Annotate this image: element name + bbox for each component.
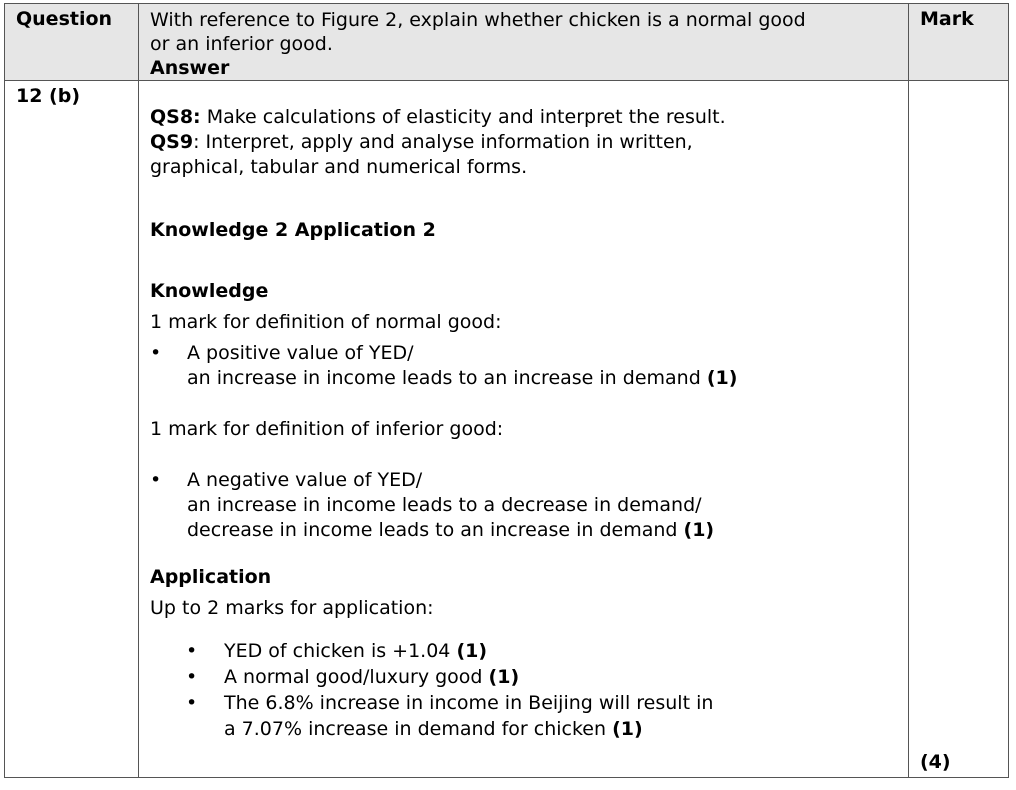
list-item [150,468,908,543]
knowledge-heading: Knowledge [150,280,269,302]
inferior-bullet-line2: an increase in income leads to a decrease in demand/ [187,494,702,516]
bullet: • [186,640,198,662]
qs8-text: Make calculations of elasticity and interpret the result. [200,106,726,128]
mark-cell [909,81,1009,778]
normal-bullet-line2: an increase in income leads to an increase in demand [187,367,707,389]
normal-good-list [150,341,908,391]
app-bullet-3-line2: a 7.07% increase in demand for chicken [224,718,613,740]
question-number: 12 (b) [16,85,81,107]
app-bullet-1-mark: (1) [456,640,488,662]
knowledge-application-heading: Knowledge 2 Application 2 [150,219,436,241]
list-item [150,664,908,690]
total-mark: (4) [920,751,951,773]
mark-header-cell [909,4,1009,81]
list-item [150,341,908,391]
inferior-bullet-mark: (1) [683,519,715,541]
application-intro: Up to 2 marks for application: [150,597,434,619]
app-bullet-2-mark: (1) [488,666,520,688]
inferior-bullet-line1: A negative value of YED/ [187,469,423,491]
question-header-label: Question [16,8,113,30]
inferior-bullet-line3: decrease in income leads to an increase in demand [187,519,684,541]
header-row [5,4,1009,81]
app-bullet-3-line1: The 6.8% increase in income in Beijing will result in [224,692,714,714]
qs9-line1 [150,130,908,155]
answer-cell [139,81,909,778]
question-number-cell [5,81,139,778]
qs9-text-line1: : Interpret, apply and analyse information in written, [193,131,693,153]
qs8-label: QS8: [150,106,201,128]
question-text-line1: With reference to Figure 2, explain whether chicken is a normal good [150,9,806,31]
answer-header-label: Answer [150,57,230,79]
bullet: • [186,692,198,714]
qs8-line [150,105,908,130]
qs9-label: QS9 [150,131,194,153]
answer-row [5,81,1009,778]
normal-good-intro: 1 mark for definition of normal good: [150,311,502,333]
question-text-cell [139,4,909,81]
bullet: • [186,666,198,688]
app-bullet-1-text: YED of chicken is +1.04 [224,640,457,662]
qs9-text-line2: graphical, tabular and numerical forms. [150,156,528,178]
bullet: • [150,469,162,491]
app-bullet-2-text: A normal good/luxury good [224,666,489,688]
application-heading: Application [150,566,272,588]
list-item [150,690,908,742]
normal-bullet-mark: (1) [706,367,738,389]
inferior-good-intro: 1 mark for definition of inferior good: [150,418,504,440]
question-text-line2: or an inferior good. [150,33,333,55]
mark-header-label: Mark [920,8,974,30]
application-list [150,638,908,742]
list-item [150,638,908,664]
inferior-good-list [150,468,908,543]
bullet: • [150,342,162,364]
normal-bullet-line1: A positive value of YED/ [187,342,414,364]
mark-scheme-table [4,3,1009,778]
app-bullet-3-mark: (1) [612,718,643,740]
question-header-cell [5,4,139,81]
